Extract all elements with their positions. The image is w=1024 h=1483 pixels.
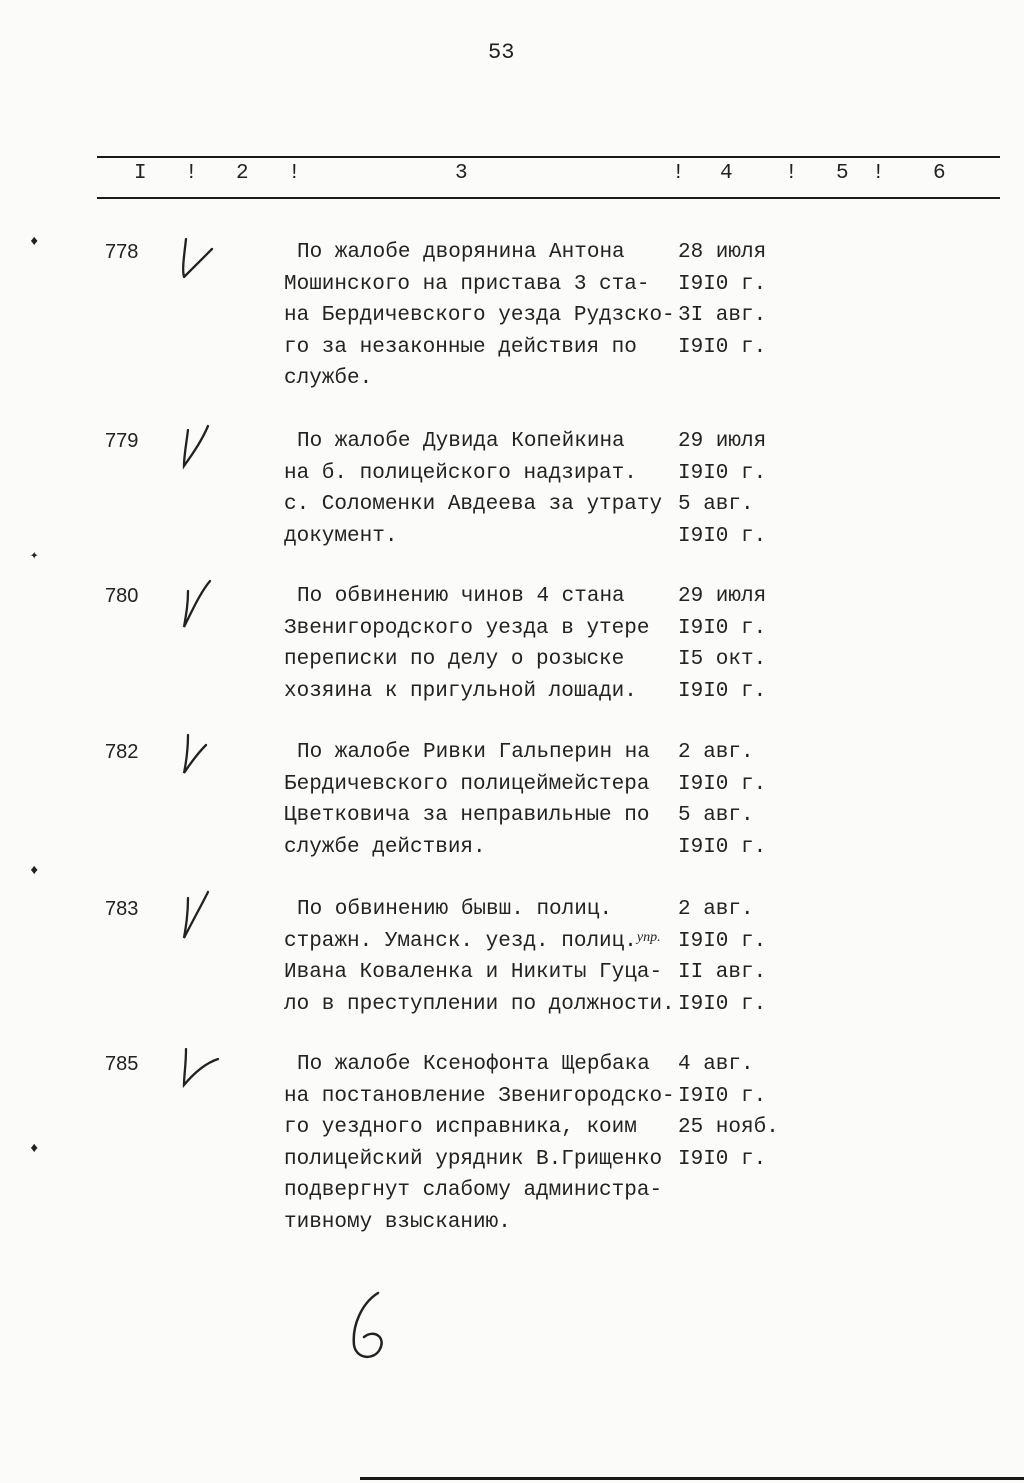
case-date: 2 авг.	[678, 898, 754, 921]
entry-line	[284, 961, 804, 993]
case-description-text: ло в преступлении по должности.	[284, 992, 675, 1016]
entry-line	[284, 648, 804, 680]
entry-line	[284, 525, 804, 557]
case-date: I9I0 г.	[678, 992, 767, 1016]
col-header-2: 2	[236, 162, 249, 185]
col-header-1: I	[134, 162, 147, 185]
handwritten-check-mark-icon	[168, 727, 238, 787]
case-description-text: полицейский урядник В.Грищенко	[284, 1147, 663, 1171]
entry-line	[284, 898, 804, 930]
case-description-text: с. Соломенки Авдеева за утрату	[284, 493, 663, 516]
case-description-text: на б. полицейского надзират.	[284, 461, 637, 485]
case-date: 29 июля	[678, 585, 767, 608]
binding-hole-mark: ✦	[30, 548, 39, 564]
entry-line	[284, 773, 804, 805]
binding-hole-mark: ♦	[30, 234, 39, 250]
case-date: I9I0 г.	[678, 335, 767, 359]
case-date: I9I0 г.	[678, 1084, 767, 1108]
case-date: 2 авг.	[678, 741, 754, 764]
header-bottom-rule	[97, 197, 1000, 199]
col-separator: !	[672, 162, 685, 185]
entry-line	[284, 304, 804, 336]
case-date: 5 авг.	[678, 493, 754, 516]
entry-line	[284, 993, 804, 1025]
case-description-text: переписки по делу о розыске	[284, 648, 625, 671]
case-description-text: хозяина к пригульной лошади.	[284, 679, 637, 703]
case-number: 783	[105, 898, 139, 920]
case-description-text: службе действия.	[284, 835, 486, 859]
entry-line	[284, 462, 804, 494]
case-date: II авг.	[678, 961, 767, 984]
entry-line	[284, 336, 804, 368]
case-date: I9I0 г.	[678, 461, 767, 485]
entry-line	[284, 585, 804, 617]
case-description-text: го за незаконные действия по	[284, 335, 637, 359]
entry-line	[284, 273, 804, 305]
case-date: 29 июля	[678, 430, 767, 453]
case-description-text: Мошинского на пристава 3 ста-	[284, 272, 650, 296]
binding-hole-mark: ♦	[30, 863, 39, 879]
entry-line	[284, 1211, 804, 1243]
entry-line	[284, 1053, 804, 1085]
case-description-text: По жалобе дворянина Антона	[297, 241, 625, 264]
case-description-text: По жалобе Ривки Гальперин на	[297, 741, 650, 764]
case-number: 782	[105, 741, 139, 763]
entry-line	[284, 680, 804, 712]
case-description-text: службе.	[284, 367, 373, 390]
case-number: 779	[105, 430, 139, 452]
case-date: 25 нояб.	[678, 1116, 779, 1139]
case-date: I9I0 г.	[678, 524, 767, 548]
entry-line	[284, 1116, 804, 1148]
handwritten-number-six	[340, 1285, 400, 1365]
col-separator: !	[288, 162, 301, 185]
case-date: I9I0 г.	[678, 616, 767, 640]
case-description-text: на Бердичевского уезда Рудзско-	[284, 304, 675, 327]
handwritten-check-mark-icon	[168, 227, 238, 287]
entry-line	[284, 367, 804, 399]
case-description-text: подвергнут слабому администра-	[284, 1179, 663, 1202]
case-number: 785	[105, 1053, 139, 1075]
col-separator: !	[185, 162, 198, 185]
entry-line	[284, 1085, 804, 1117]
case-description-text: По обвинению бывш. полиц.	[297, 898, 613, 921]
case-date: I9I0 г.	[678, 679, 767, 703]
case-description-text: на постановление Звенигородско-	[284, 1084, 675, 1108]
case-date: I9I0 г.	[678, 272, 767, 296]
case-description-text: Бердичевского полицеймейстера	[284, 772, 650, 796]
case-date: 28 июля	[678, 241, 767, 264]
case-description-text: го уездного исправника, коим	[284, 1116, 637, 1139]
case-description-text: документ.	[284, 524, 398, 548]
case-description-text: По жалобе Дувида Копейкина	[297, 430, 625, 453]
case-date: I9I0 г.	[678, 929, 767, 953]
handwritten-check-mark-icon	[168, 1039, 238, 1099]
entry-line	[284, 930, 804, 962]
case-description-text: Звенигородского уезда в утере	[284, 616, 650, 640]
col-header-6: 6	[933, 162, 946, 185]
case-description-text: Ивана Коваленка и Никиты Гуца-	[284, 961, 663, 984]
handwritten-check-mark-icon	[168, 884, 238, 944]
col-separator: !	[785, 162, 798, 185]
entry-line	[284, 1148, 804, 1180]
entry-line	[284, 241, 804, 273]
sheet-count-text	[348, 1290, 349, 1291]
entry-line	[284, 804, 804, 836]
case-date: 3I авг.	[678, 304, 767, 327]
handwritten-check-mark-icon	[168, 416, 238, 476]
case-date: 5 авг.	[678, 804, 754, 827]
bottom-rule	[360, 1477, 1024, 1480]
case-number: 780	[105, 585, 139, 607]
entry-line	[284, 493, 804, 525]
case-description-text: Цветковича за неправильные по	[284, 804, 650, 827]
entry-line	[284, 1179, 804, 1211]
col-header-3: 3	[455, 162, 468, 185]
entry-line	[284, 836, 804, 868]
page-number: 53	[488, 40, 515, 65]
entry-line	[284, 617, 804, 649]
case-date: I5 окт.	[678, 648, 767, 671]
entry-line	[284, 430, 804, 462]
case-description-text: По обвинению чинов 4 стана	[297, 585, 625, 608]
case-description-text: стражн. Уманск. уезд. полиц.$^{упр.}$	[284, 929, 661, 953]
handwritten-check-mark-icon	[168, 571, 238, 631]
case-number: 778	[105, 241, 139, 263]
case-date: 4 авг.	[678, 1053, 754, 1076]
header-top-rule	[97, 156, 1000, 158]
entry-line	[284, 741, 804, 773]
col-separator: !	[872, 162, 885, 185]
binding-hole-mark: ♦	[30, 1141, 39, 1157]
case-date: I9I0 г.	[678, 1147, 767, 1171]
col-header-5: 5	[836, 162, 849, 185]
col-header-4: 4	[720, 162, 733, 185]
case-description-text: тивному взысканию.	[284, 1210, 511, 1234]
case-description-text: По жалобе Ксенофонта Щербака	[297, 1053, 650, 1076]
handwritten-annotation: упр.	[636, 929, 661, 945]
case-date: I9I0 г.	[678, 772, 767, 796]
case-date: I9I0 г.	[678, 835, 767, 859]
